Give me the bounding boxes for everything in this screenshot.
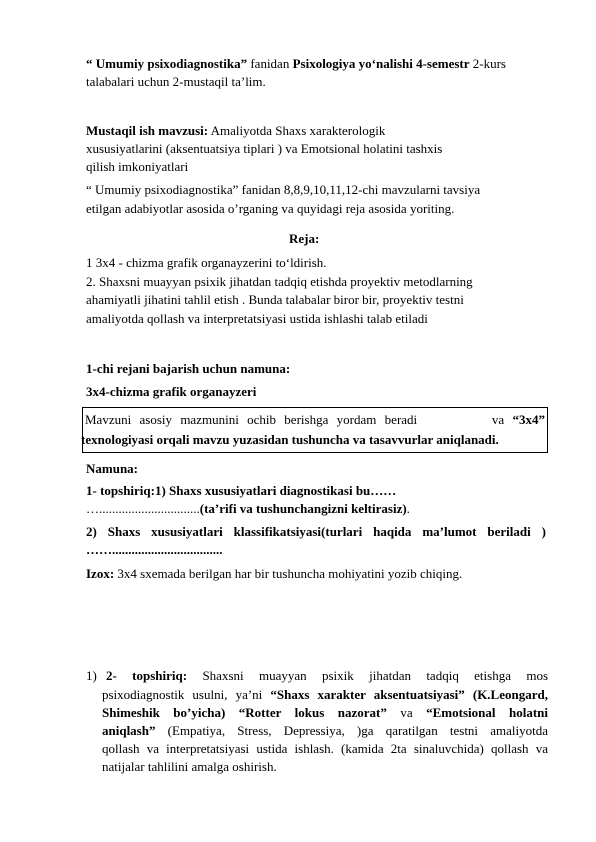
plan-item-2-line-1: 2. Shaxsni muayyan psixik jihatdan tadqiq etishda proyektiv metodlarning — [86, 274, 473, 289]
task1-line-1: 1- topshiriq:1) Shaxs xususiyatlari diagnostikasi bu…… — [86, 483, 397, 498]
task2-text: (Empatiya, Stress, Depressiya, )ga qaratilgan testni amaliyotda — [155, 723, 548, 738]
task2-line-1 — [106, 668, 548, 684]
plan-item-2-line-2: ahamiyatli jihatini tahlil etish . Bunda talabalar biror bir, proyektiv testni — [86, 292, 464, 307]
task2-text: Shaxsni muayyan psixik jihatdan tadqiq etishga mos — [187, 668, 549, 683]
header-line-2: talabalari uchun 2-mustaqil ta’lim. — [86, 74, 266, 89]
task2-line-5: qollash va interpretatsiyasi ustida ishlash. (kamida 2ta sinaluvchida) qollash va — [102, 741, 548, 756]
task1-line-2 — [86, 501, 410, 517]
task1-hint: (ta’rifi va tushunchangizni keltirasiz) — [199, 501, 407, 516]
task2-line-3 — [102, 705, 548, 721]
program-name: Psixologiya yo‘nalishi 4-semestr — [292, 56, 470, 71]
task2-line-4 — [102, 723, 548, 739]
izoh-label: Izox: — [86, 566, 115, 581]
organizer-box-line-1 — [85, 412, 545, 428]
topic-label: Mustaqil ish mavzusi: — [86, 123, 209, 138]
header-text: fanidan — [247, 56, 293, 71]
organizer-3x4: “3x4” — [512, 412, 546, 427]
task2-text: va — [386, 705, 427, 720]
organizer-text: Mavzuni asosiy mazmunini ochib berishga yordam beradi — [85, 412, 418, 427]
intro-line-1: “ Umumiy psixodiagnostika” fanidan 8,8,9,10,11,12-chi mavzularni tavsiya — [86, 182, 481, 197]
course-name: “ Umumiy psixodiagnostika” — [86, 56, 248, 71]
topic-text: Amaliyotda Shaxs xarakterologik — [208, 123, 386, 138]
izoh-line — [86, 566, 462, 582]
plan-item-2-line-3: amaliyotda qollash va interpretatsiyasi ustida ishlashi talab etiladi — [86, 311, 428, 326]
task1-period: . — [406, 501, 410, 516]
task2-sample-line-2: …….................................. — [86, 542, 223, 557]
task2-line-2 — [102, 687, 548, 703]
plan-item-1: 1 3x4 - chizma grafik organayzerini to‘ldirish. — [86, 255, 327, 270]
task2-sample-line-1: 2) Shaxs xususiyatlari klassifikatsiyasi(turlari haqida ma’lumot beriladi ) — [86, 524, 546, 539]
task2-label: 2- topshiriq: — [106, 668, 188, 683]
namuna-label: Namuna: — [86, 461, 139, 476]
organizer-box — [82, 407, 548, 453]
task2-test-name: “Emotsional holatni — [426, 705, 548, 720]
topic-line-2: xususiyatlarini (aksentuatsiya tiplari ) va Emotsional holatini tashxis — [86, 141, 443, 156]
task2-text: psixodiagnostik usulni, ya’ni — [102, 687, 271, 702]
topic-line-3: qilish imkoniyatlari — [86, 159, 189, 174]
plan-title: Reja: — [289, 231, 320, 246]
topic-line-1 — [86, 123, 385, 139]
sample-subtitle: 3x4-chizma grafik organayzeri — [86, 384, 257, 399]
izoh-text: 3x4 sxemada berilgan har bir tushuncha mohiyatini yozib chiqing. — [114, 566, 463, 581]
task1-dots: …............................... — [86, 501, 200, 516]
header-text: 2-kurs — [469, 56, 506, 71]
organizer-text: va — [491, 412, 505, 427]
task2-test-name: “Shaxs xarakter aksentuatsiyasi” (K.Leongard, — [270, 687, 548, 702]
task2-test-name: aniqlash” — [102, 723, 156, 738]
task2-test-name: Shimeshik bo’yicha) “Rotter lokus nazorat” — [102, 705, 387, 720]
organizer-box-line-2: texnologiyasi orqali mavzu yuzasidan tushuncha va tasavvurlar aniqlanadi. — [81, 432, 499, 447]
header-line-1 — [86, 56, 506, 72]
task2-line-6: natijalar tahlilini amalga oshirish. — [102, 759, 277, 774]
intro-line-2: etilgan adabiyotlar asosida o’rganing va quyidagi reja asosida yoriting. — [86, 201, 455, 216]
task2-number: 1) — [86, 668, 97, 683]
sample-title: 1-chi rejani bajarish uchun namuna: — [86, 361, 291, 376]
